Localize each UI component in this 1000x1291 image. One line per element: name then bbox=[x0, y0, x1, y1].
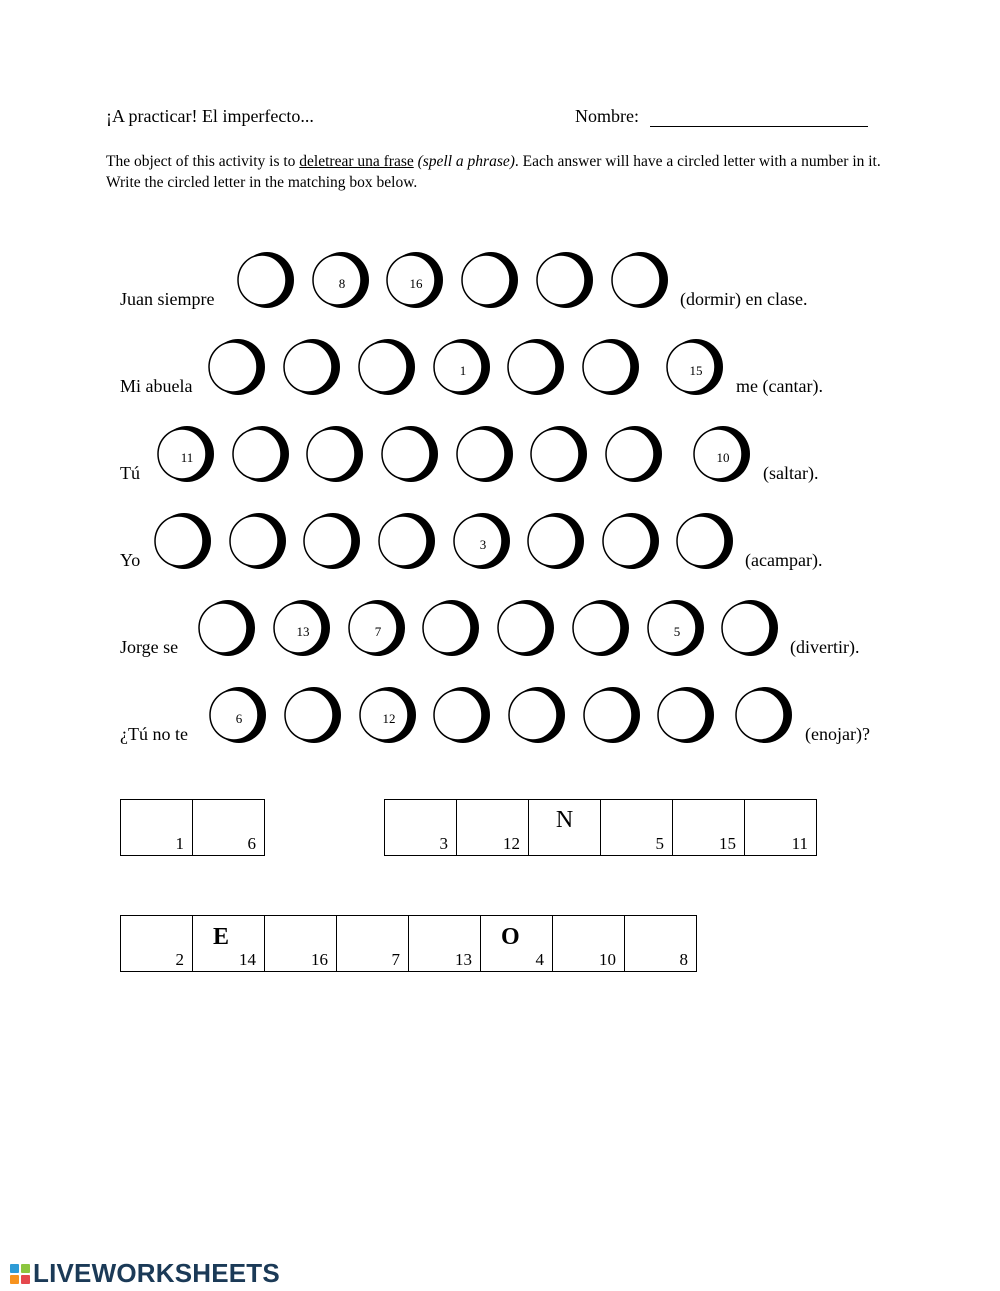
logo-text: LIVEWORKSHEETS bbox=[33, 1258, 280, 1288]
phrase-box-number: 4 bbox=[535, 950, 544, 969]
row-verb-hint: (acampar). bbox=[745, 550, 823, 570]
row-label: ¿Tú no te bbox=[120, 724, 188, 744]
bubble-number: 5 bbox=[673, 624, 681, 639]
letter-input[interactable] bbox=[206, 607, 244, 645]
instructions-text-1: The object of this activity is to bbox=[106, 153, 300, 170]
letter-input[interactable] bbox=[366, 346, 404, 384]
phrase-box[interactable] bbox=[120, 799, 193, 856]
letter-input[interactable] bbox=[505, 607, 543, 645]
letter-bubble[interactable] bbox=[311, 251, 369, 309]
phrase-box[interactable] bbox=[552, 915, 625, 972]
letter-bubble[interactable] bbox=[283, 686, 341, 744]
letter-input[interactable] bbox=[590, 346, 628, 384]
letter-bubble[interactable] bbox=[228, 512, 286, 570]
letter-input[interactable] bbox=[469, 259, 507, 297]
bubble-number: 8 bbox=[338, 276, 346, 291]
letter-bubble[interactable] bbox=[526, 512, 584, 570]
instructions-underlined: deletrear una frase bbox=[299, 153, 414, 170]
phrase-box-number: 12 bbox=[503, 834, 520, 853]
letter-input[interactable] bbox=[430, 607, 468, 645]
letter-input[interactable] bbox=[311, 520, 349, 558]
bubble-number: 15 bbox=[689, 363, 703, 378]
letter-bubble[interactable] bbox=[385, 251, 443, 309]
instructions-italic: (spell a phrase) bbox=[417, 153, 515, 170]
letter-bubble[interactable] bbox=[272, 599, 330, 657]
letter-input[interactable] bbox=[665, 694, 703, 732]
letter-input[interactable] bbox=[386, 520, 424, 558]
phrase-box[interactable] bbox=[528, 799, 601, 856]
phrase-box[interactable] bbox=[192, 799, 265, 856]
phrase-box-number: 13 bbox=[455, 950, 472, 969]
letter-input[interactable] bbox=[237, 520, 275, 558]
logo-square-orange bbox=[10, 1275, 19, 1284]
letter-bubble[interactable] bbox=[282, 338, 340, 396]
row-verb-hint: (enojar)? bbox=[805, 724, 870, 744]
letter-input[interactable] bbox=[515, 346, 553, 384]
bubble-number: 7 bbox=[374, 624, 382, 639]
letter-bubble[interactable] bbox=[156, 425, 214, 483]
letter-bubble[interactable] bbox=[604, 425, 662, 483]
letter-input[interactable] bbox=[729, 607, 767, 645]
letter-bubble[interactable] bbox=[507, 686, 565, 744]
letter-input[interactable] bbox=[743, 694, 781, 732]
letter-input[interactable] bbox=[538, 433, 576, 471]
bubble-number: 3 bbox=[479, 537, 487, 552]
phrase-box-group-3 bbox=[120, 915, 697, 972]
worksheet-title: ¡A practicar! El imperfecto... bbox=[106, 106, 314, 126]
logo-square-red bbox=[21, 1275, 30, 1284]
letter-input[interactable] bbox=[245, 259, 283, 297]
letter-bubble[interactable] bbox=[610, 251, 668, 309]
letter-input[interactable] bbox=[216, 346, 254, 384]
phrase-box[interactable] bbox=[408, 915, 481, 972]
letter-bubble[interactable] bbox=[380, 425, 438, 483]
instructions-text-2: . Each answer will have a circled letter with a number in it. Write the circled letter in the matching box below. bbox=[106, 153, 881, 191]
letter-input[interactable] bbox=[441, 694, 479, 732]
phrase-box-number: 10 bbox=[599, 950, 616, 969]
letter-bubble[interactable] bbox=[452, 512, 510, 570]
letter-bubble[interactable] bbox=[153, 512, 211, 570]
letter-input[interactable] bbox=[314, 433, 352, 471]
row-label: Jorge se bbox=[120, 637, 179, 657]
row-label: Tú bbox=[120, 463, 140, 483]
letter-bubble[interactable] bbox=[535, 251, 593, 309]
letter-bubble[interactable] bbox=[460, 251, 518, 309]
letter-bubble[interactable] bbox=[720, 599, 778, 657]
letter-bubble[interactable] bbox=[692, 425, 750, 483]
letter-bubble[interactable] bbox=[432, 338, 490, 396]
phrase-box-number: 1 bbox=[175, 834, 184, 853]
row-label: Mi abuela bbox=[120, 376, 193, 396]
phrase-box-group-2 bbox=[384, 799, 817, 856]
letter-input[interactable] bbox=[535, 520, 573, 558]
letter-input[interactable] bbox=[610, 520, 648, 558]
phrase-box-number: 11 bbox=[791, 834, 808, 853]
logo-square-green bbox=[21, 1264, 30, 1273]
phrase-box-number: 5 bbox=[655, 834, 664, 853]
phrase-box[interactable] bbox=[264, 915, 337, 972]
phrase-box-letter: O bbox=[501, 924, 520, 950]
letter-bubble[interactable] bbox=[571, 599, 629, 657]
letter-bubble[interactable] bbox=[675, 512, 733, 570]
bubble-number: 1 bbox=[459, 363, 467, 378]
phrase-box-number: 3 bbox=[439, 834, 448, 853]
bubble-number: 13 bbox=[296, 624, 310, 639]
phrase-box[interactable] bbox=[600, 799, 673, 856]
name-label: Nombre: bbox=[575, 106, 639, 126]
bubble-number: 11 bbox=[180, 450, 194, 465]
logo-mark-icon bbox=[10, 1264, 30, 1284]
letter-input[interactable] bbox=[619, 259, 657, 297]
letter-input[interactable] bbox=[291, 346, 329, 384]
row-verb-hint: me (cantar). bbox=[736, 376, 823, 396]
phrase-box[interactable] bbox=[384, 799, 457, 856]
phrase-box[interactable] bbox=[624, 915, 697, 972]
liveworksheets-logo bbox=[10, 1258, 280, 1289]
bubble-number: 16 bbox=[409, 276, 423, 291]
row-label: Yo bbox=[120, 550, 141, 570]
letter-bubble[interactable] bbox=[582, 686, 640, 744]
letter-input[interactable] bbox=[292, 694, 330, 732]
letter-bubble[interactable] bbox=[455, 425, 513, 483]
letter-bubble[interactable] bbox=[665, 338, 723, 396]
phrase-box-number: 2 bbox=[175, 950, 184, 969]
letter-bubble[interactable] bbox=[358, 686, 416, 744]
letter-bubble[interactable] bbox=[305, 425, 363, 483]
letter-bubble[interactable] bbox=[421, 599, 479, 657]
letter-input[interactable] bbox=[580, 607, 618, 645]
letter-bubble[interactable] bbox=[529, 425, 587, 483]
row-verb-hint: (dormir) en clase. bbox=[680, 289, 808, 309]
letter-bubble[interactable] bbox=[197, 599, 255, 657]
letter-bubble[interactable] bbox=[236, 251, 294, 309]
bubble-number: 6 bbox=[235, 711, 243, 726]
letter-input[interactable] bbox=[591, 694, 629, 732]
row-label: Juan siempre bbox=[120, 289, 215, 309]
letter-bubble[interactable] bbox=[734, 686, 792, 744]
phrase-box[interactable] bbox=[744, 799, 817, 856]
phrase-box-number: 8 bbox=[679, 950, 688, 969]
logo-square-blue bbox=[10, 1264, 19, 1273]
phrase-box[interactable] bbox=[480, 915, 553, 972]
row-verb-hint: (divertir). bbox=[790, 637, 860, 657]
letter-bubble[interactable] bbox=[231, 425, 289, 483]
letter-bubble[interactable] bbox=[581, 338, 639, 396]
letter-bubble[interactable] bbox=[347, 599, 405, 657]
letter-input[interactable] bbox=[162, 520, 200, 558]
letter-input[interactable] bbox=[240, 433, 278, 471]
instructions bbox=[106, 151, 896, 193]
phrase-box[interactable] bbox=[672, 799, 745, 856]
letter-bubble[interactable] bbox=[601, 512, 659, 570]
letter-bubble[interactable] bbox=[656, 686, 714, 744]
phrase-box[interactable] bbox=[192, 915, 265, 972]
letter-bubble[interactable] bbox=[207, 338, 265, 396]
phrase-box-number: 14 bbox=[239, 950, 256, 969]
phrase-box[interactable] bbox=[456, 799, 529, 856]
phrase-box-letter: E bbox=[213, 924, 230, 950]
letter-input[interactable] bbox=[684, 520, 722, 558]
letter-input[interactable] bbox=[544, 259, 582, 297]
phrase-box-letter: N bbox=[555, 807, 574, 833]
bubble-number: 12 bbox=[382, 711, 396, 726]
phrase-box-number: 15 bbox=[719, 834, 736, 853]
phrase-box-group-1 bbox=[120, 799, 265, 856]
phrase-box[interactable] bbox=[336, 915, 409, 972]
letter-input[interactable] bbox=[613, 433, 651, 471]
letter-input[interactable] bbox=[516, 694, 554, 732]
letter-input[interactable] bbox=[389, 433, 427, 471]
letter-bubble[interactable] bbox=[377, 512, 435, 570]
letter-bubble[interactable] bbox=[302, 512, 360, 570]
phrase-box[interactable] bbox=[120, 915, 193, 972]
row-verb-hint: (saltar). bbox=[763, 463, 819, 483]
phrase-box-number: 16 bbox=[311, 950, 328, 969]
letter-bubble[interactable] bbox=[506, 338, 564, 396]
letter-bubble[interactable] bbox=[646, 599, 704, 657]
letter-bubble[interactable] bbox=[208, 686, 266, 744]
letter-bubble[interactable] bbox=[496, 599, 554, 657]
letter-input[interactable] bbox=[464, 433, 502, 471]
name-line bbox=[650, 126, 868, 127]
letter-bubble[interactable] bbox=[357, 338, 415, 396]
letter-bubble[interactable] bbox=[432, 686, 490, 744]
phrase-box-number: 6 bbox=[247, 834, 256, 853]
bubble-number: 10 bbox=[716, 450, 730, 465]
phrase-box-number: 7 bbox=[391, 950, 400, 969]
